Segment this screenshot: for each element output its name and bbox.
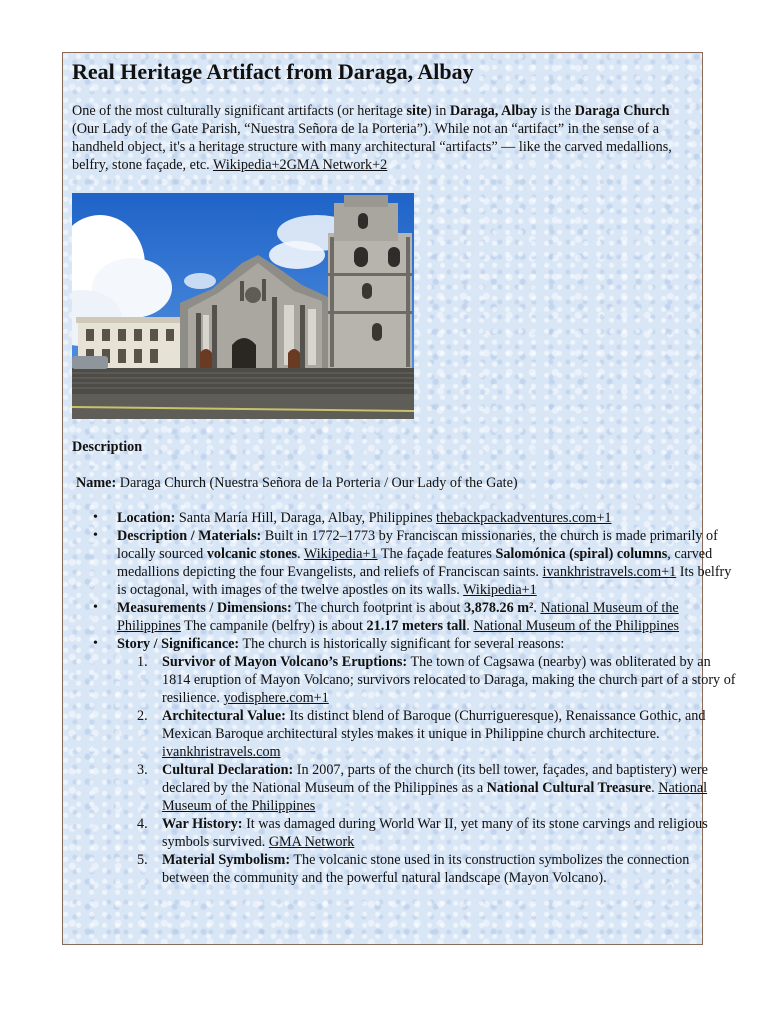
measurements-text: The campanile (belfry) is about — [180, 618, 367, 634]
measurements-text: . — [533, 600, 541, 616]
list-item-story — [117, 635, 739, 887]
name-label: Name: — [76, 475, 117, 491]
reason-number: 4. — [137, 816, 148, 832]
reason-text: In 2007, parts of the church (its bell tower, façades, and baptistery) were declared by the National Museum of the Philippines as a — [162, 762, 708, 796]
reason-source-link[interactable]: ivankhristravels.com — [162, 744, 281, 760]
intro-text: ) in — [426, 103, 450, 119]
measurements-source-link[interactable]: National Museum of the Philippines — [117, 600, 679, 634]
materials-label: Description / Materials: — [117, 528, 262, 544]
page-title: Real Heritage Artifact from Daraga, Albay — [72, 59, 474, 84]
location-label: Location: — [117, 510, 176, 526]
materials-source-link[interactable]: Wikipedia+1 — [303, 546, 378, 562]
list-item-materials — [117, 527, 739, 599]
measurements-text: The church footprint is about — [291, 600, 465, 616]
reason-text: . — [651, 780, 659, 796]
intro-text: is the — [537, 103, 575, 119]
intro-text: One of the most culturally significant artifacts (or heritage — [72, 103, 407, 119]
materials-text: Built in 1772–1773 by Franciscan missionaries, the church is made primarily of locally sourced — [117, 528, 718, 562]
reason-number: 2. — [137, 708, 148, 724]
reason-source-link[interactable]: yodisphere.com+1 — [223, 690, 329, 706]
materials-bold: volcanic stones — [206, 546, 298, 562]
reason-item — [137, 815, 739, 851]
church-photo — [72, 193, 414, 419]
reason-number: 5. — [137, 852, 148, 868]
document-page — [62, 52, 736, 945]
reason-number: 3. — [137, 762, 148, 778]
materials-source-link[interactable]: Wikipedia+1 — [463, 582, 537, 598]
significance-list — [117, 653, 739, 887]
reason-text: The town of Cagsawa (nearby) was obliterated by an 1814 eruption of Mayon Volcano; survivors relocated to Daraga, making the church part of a story of resilience. — [162, 654, 736, 706]
intro-paragraph — [72, 102, 692, 174]
reason-item — [137, 653, 739, 707]
reason-source-link[interactable]: GMA Network — [268, 834, 355, 850]
reason-text: The volcanic stone used in its construction symbolizes the connection between the community and the powerful natural landscape (Mayon Volcano). — [162, 852, 690, 886]
name-text: Daraga Church (Nuestra Señora de la Porteria / Our Lady of the Gate) — [116, 475, 518, 491]
location-text: Santa María Hill, Daraga, Albay, Philippines — [175, 510, 437, 526]
measurements-bold: 21.17 meters tall — [366, 618, 467, 634]
list-item-location — [117, 509, 739, 527]
materials-text: . — [297, 546, 304, 562]
reason-number: 1. — [137, 654, 148, 670]
measurements-source-link[interactable]: National Museum of the Philippines — [473, 618, 680, 634]
story-text: The church is historically significant for several reasons: — [239, 636, 565, 652]
location-source-link[interactable]: thebackpackadventures.com+1 — [436, 510, 612, 526]
reason-text: It was damaged during World War II, yet many of its stone carvings and religious symbols survived. — [162, 816, 708, 850]
intro-bold: Daraga, Albay — [449, 103, 538, 119]
materials-text: , carved medallions depicting the four Evangelists, and reliefs of Franciscan saints. — [117, 546, 713, 580]
intro-text: (Our Lady of the Gate Parish, “Nuestra Señora de la Porteria”). While not an “artifact” in the sense of a handheld object, it's a heritage structure with many architectural “artifacts” — like the carved medallions, belfry, stone façade, etc. — [72, 121, 672, 173]
reason-label: Survivor of Mayon Volcano’s Eruptions: — [162, 654, 408, 670]
reason-label: War History: — [162, 816, 243, 832]
description-heading: Description — [72, 439, 143, 455]
reason-item — [137, 761, 739, 815]
reason-label: Cultural Declaration: — [162, 762, 294, 778]
reason-bold: National Cultural Treasure — [486, 780, 652, 796]
measurements-text: . — [466, 618, 474, 634]
reason-source-link[interactable]: National Museum of the Philippines — [162, 780, 708, 814]
measurements-bold: 3,878.26 m² — [464, 600, 534, 616]
measurements-label: Measurements / Dimensions: — [117, 600, 292, 616]
reason-text: Its distinct blend of Baroque (Churrigueresque), Renaissance Gothic, and Mexican Baroque architectural styles makes it unique in Philippine church architecture. — [162, 708, 706, 742]
materials-source-link[interactable]: ivankhristravels.com+1 — [542, 564, 677, 580]
reason-label: Architectural Value: — [162, 708, 286, 724]
story-label: Story / Significance: — [117, 636, 240, 652]
detail-list — [72, 509, 739, 887]
reason-item — [137, 707, 739, 761]
intro-bold: site — [406, 103, 427, 119]
materials-text: Its belfry is octagonal, with images of the twelve apostles on its walls. — [117, 564, 732, 598]
list-item-measurements — [117, 599, 739, 635]
materials-text: The façade features — [377, 546, 496, 562]
intro-source-link[interactable]: Wikipedia+2GMA Network+2 — [213, 157, 388, 173]
name-line — [76, 474, 518, 492]
intro-bold: Daraga Church — [574, 103, 670, 119]
materials-bold: Salomónica (spiral) columns — [495, 546, 668, 562]
reason-label: Material Symbolism: — [162, 852, 291, 868]
reason-item — [137, 851, 739, 887]
